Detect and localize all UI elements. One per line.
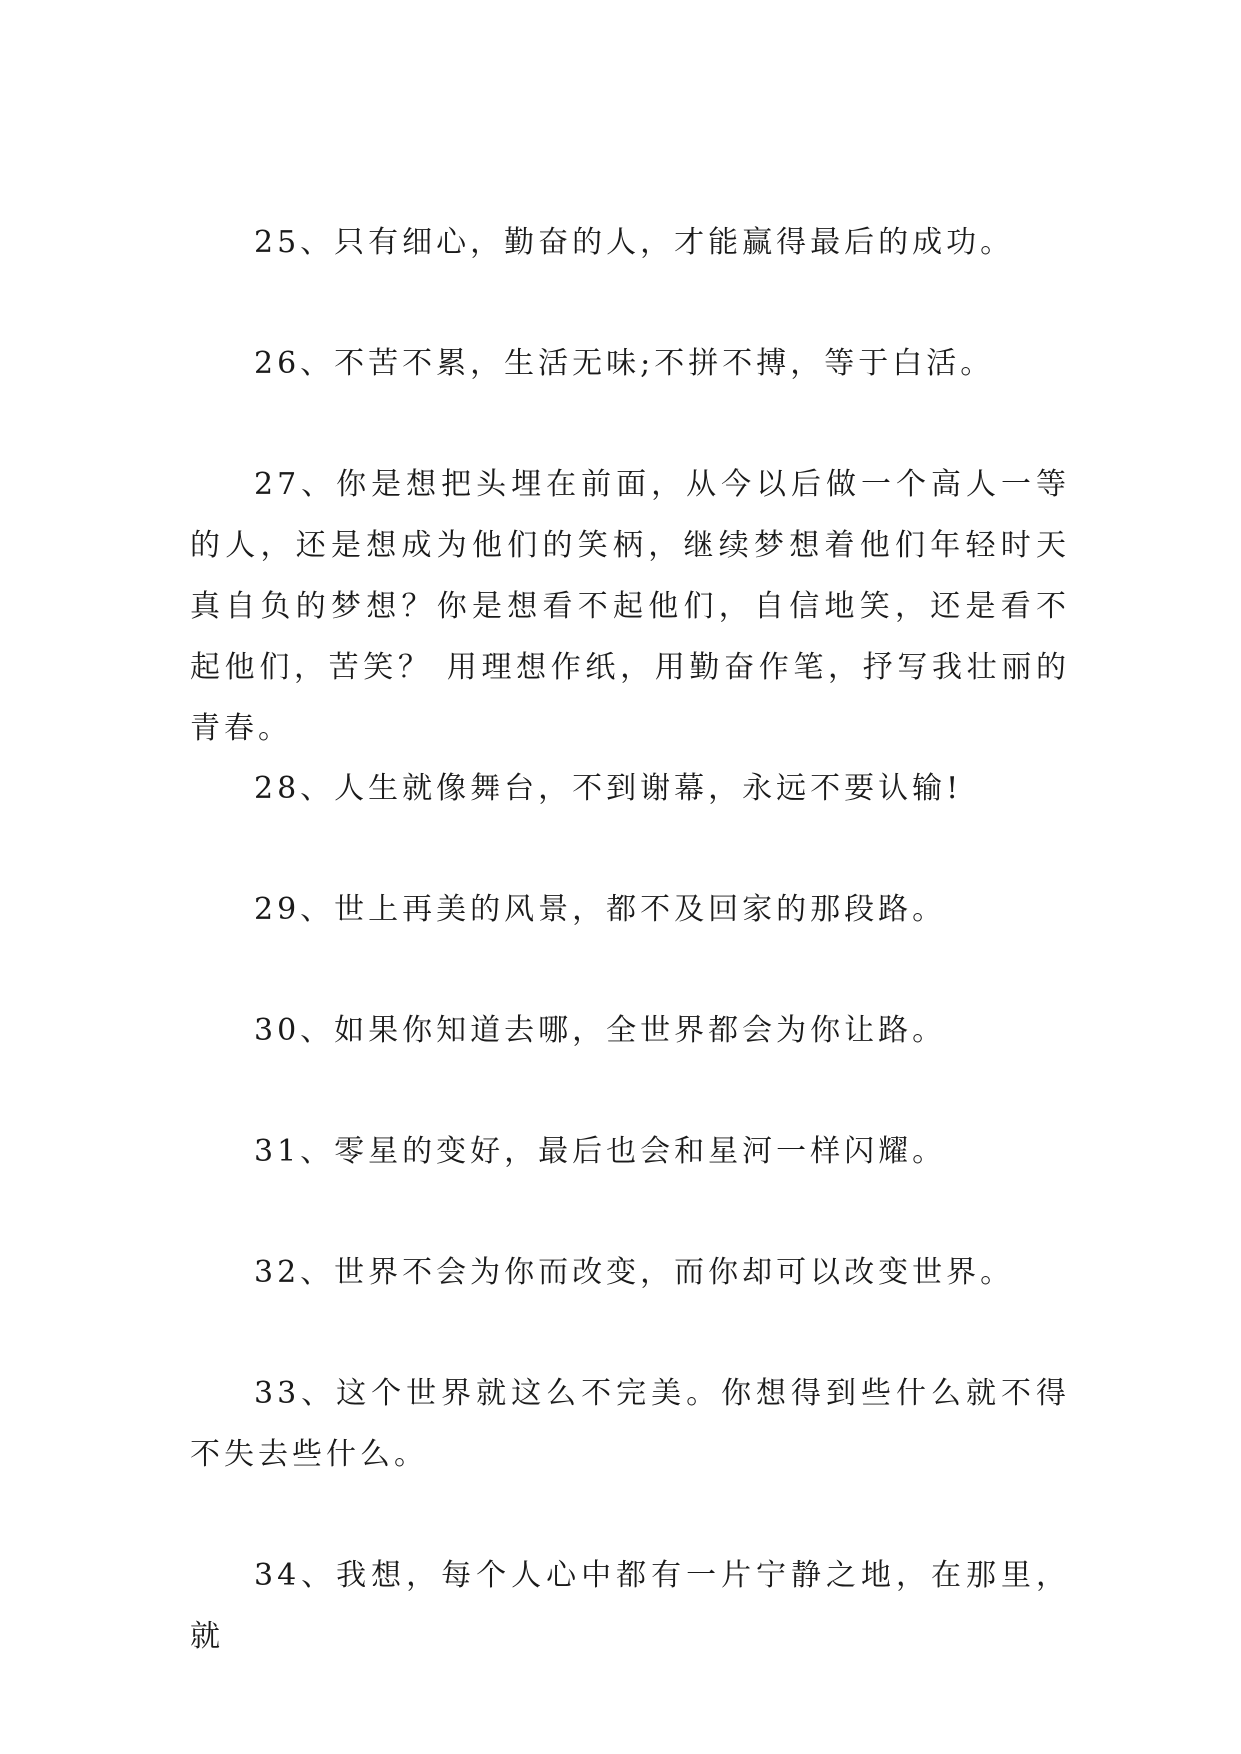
paragraph-30: 30、如果你知道去哪，全世界都会为你让路。 [254, 1013, 947, 1048]
paragraph-33: 33、这个世界就这么不完美。你想得到些什么就不得不失去些什么。 [190, 1376, 1070, 1472]
paragraph-27: 27、你是想把头埋在前面，从今以后做一个高人一等的人，还是想成为他们的笑柄，继续梦想着他们年轻时天真自负的梦想？你是想看不起他们，自信地笑，还是看不起他们，苦笑？ 用理想作纸，用勤奋作笔，抒写我壮丽的青春。 [190, 467, 1070, 746]
paragraph-32: 32、世界不会为你而改变，而你却可以改变世界。 [254, 1255, 1015, 1290]
paragraph-25: 25、只有细心，勤奋的人，才能赢得最后的成功。 [254, 225, 1015, 260]
paragraph-29: 29、世上再美的风景，都不及回家的那段路。 [254, 892, 947, 927]
paragraph-31: 31、零星的变好，最后也会和星河一样闪耀。 [254, 1134, 947, 1169]
paragraph-28: 28、人生就像舞台，不到谢幕，永远不要认输! [254, 771, 963, 806]
paragraph-34: 34、我想，每个人心中都有一片宁静之地，在那里，就 [190, 1558, 1070, 1654]
paragraph-26: 26、不苦不累，生活无味;不拼不搏，等于白活。 [254, 346, 995, 381]
